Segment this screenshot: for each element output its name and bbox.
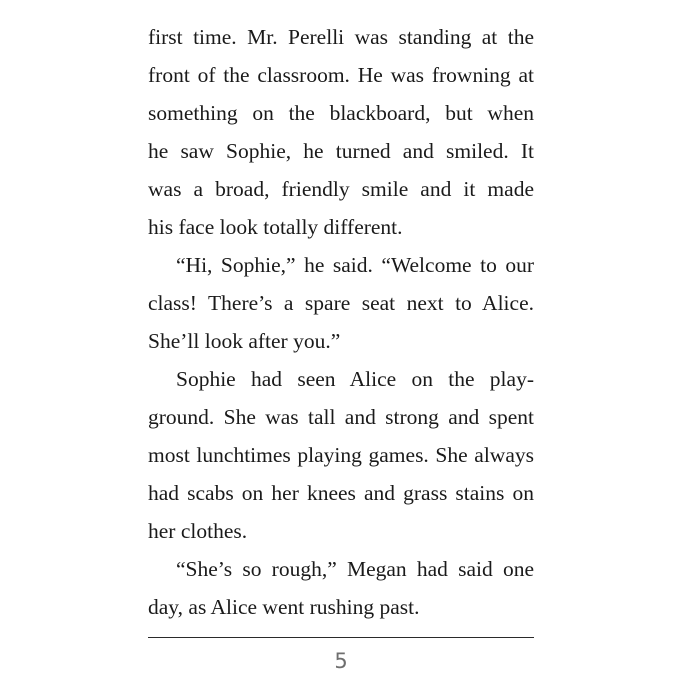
text-line: Sophie had seen Alice on the play- [176,367,534,391]
text-line: She’ll look after you.” [148,329,341,353]
text-line: class! There’s a spare seat next to Alice. [148,291,534,315]
page-number: 5 [334,649,348,673]
text-line: day, as Alice went rushing past. [148,595,420,619]
text-line: “She’s so rough,” Megan had said one [176,557,534,581]
text-line: his face look totally different. [148,215,403,239]
text-line: her clothes. [148,519,248,543]
text-line: most lunchtimes playing games. She always [148,443,534,467]
text-line: “Hi, Sophie,” he said. “Welcome to our [176,253,534,277]
text-line: he saw Sophie, he turned and smiled. It [148,139,534,163]
footer-rule [148,637,534,638]
text-line: had scabs on her knees and grass stains on [148,481,534,505]
text-line: front of the classroom. He was frowning at [148,63,534,87]
text-line: first time. Mr. Perelli was standing at the [148,25,534,49]
body-text [148,18,534,626]
text-line: something on the blackboard, but when [148,101,534,125]
text-line: ground. She was tall and strong and spent [148,405,534,429]
text-line: was a broad, friendly smile and it made [148,177,534,201]
